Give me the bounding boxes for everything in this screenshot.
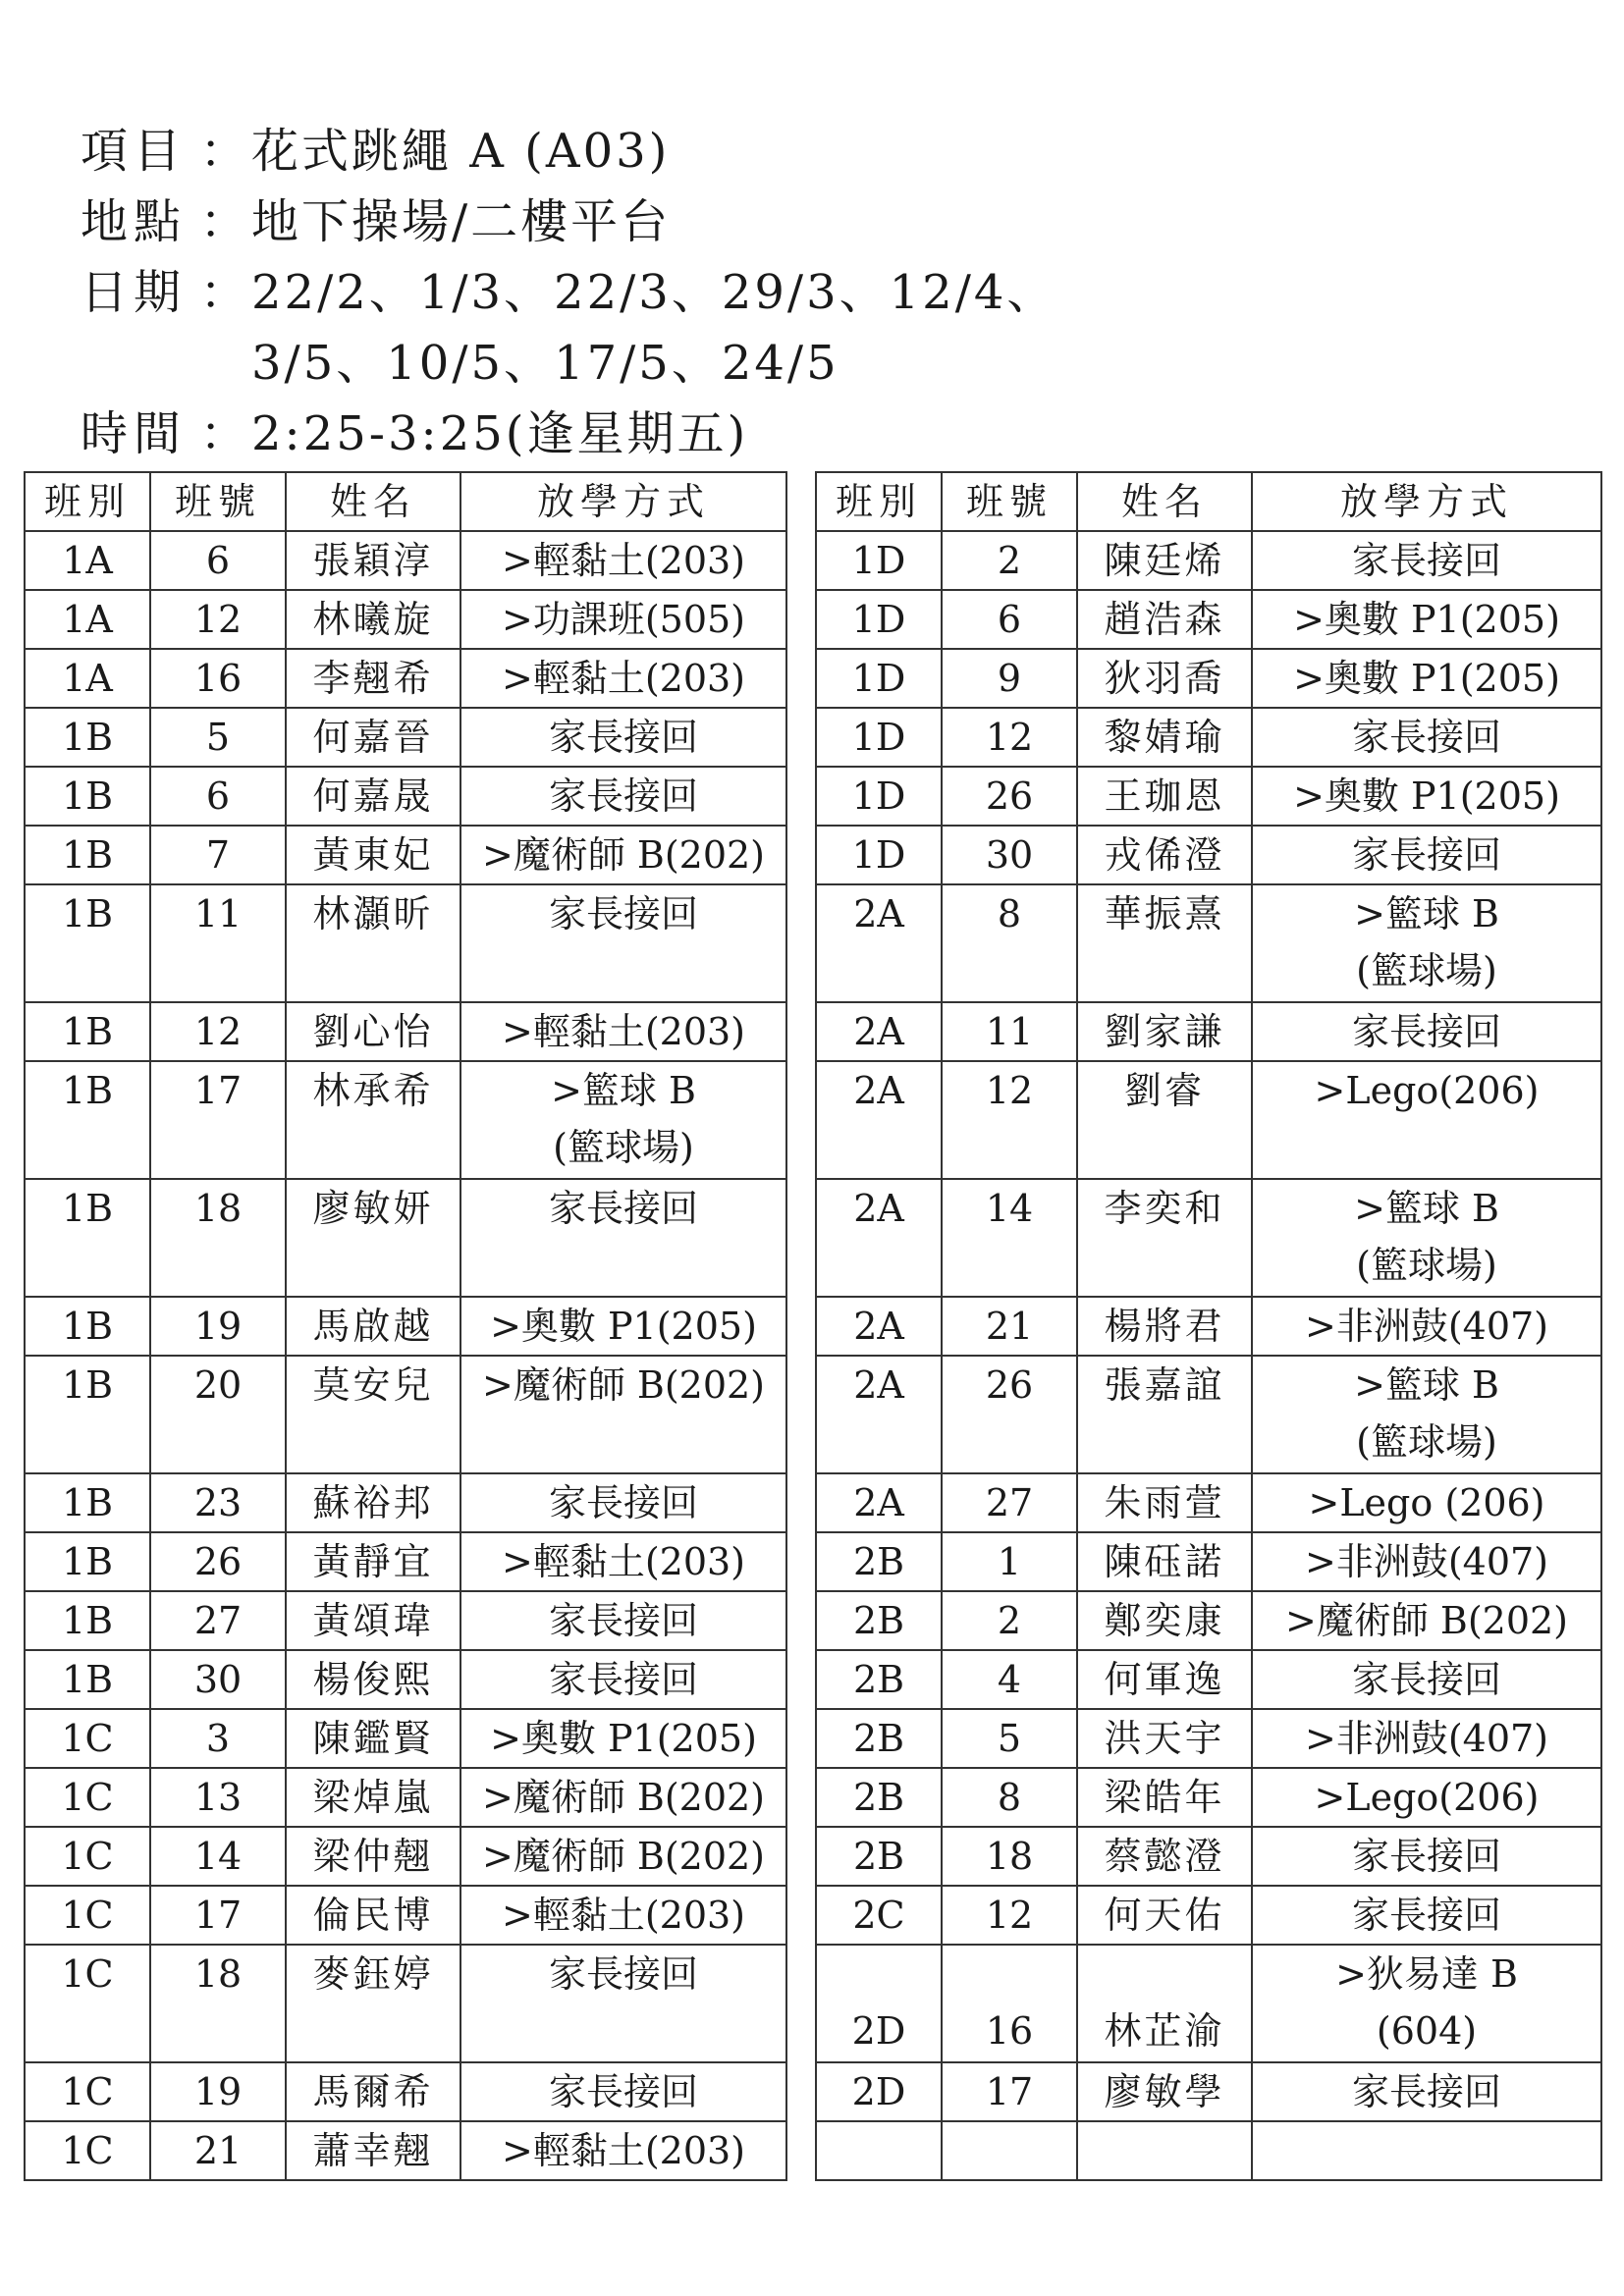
name-cell: 廖敏學	[1077, 2062, 1252, 2121]
date-line-continued	[81, 328, 1056, 399]
name-cell: 張穎淳	[286, 531, 460, 590]
table-row	[816, 767, 1601, 826]
empty-cell	[942, 2121, 1077, 2180]
date-value-2: 3/5、10/5、17/5、24/5	[251, 336, 839, 391]
class-cell: 2D	[816, 1945, 942, 2062]
dismissal-cell: 家長接回	[460, 708, 786, 767]
name-cell: 黃靜宜	[286, 1532, 460, 1591]
name-cell: 陳廷烯	[1077, 531, 1252, 590]
table-row	[25, 2062, 786, 2121]
date-value-1: 22/2、1/3、22/3、29/3、12/4、	[251, 265, 1057, 320]
table-row	[25, 1709, 786, 1768]
roster-body-left	[25, 531, 786, 2180]
number-cell: 30	[942, 826, 1077, 884]
number-cell: 1	[942, 1532, 1077, 1591]
dismissal-cell: >籃球 B (籃球場)	[1252, 1179, 1601, 1297]
name-cell: 華振熹	[1077, 884, 1252, 1002]
number-cell: 16	[942, 1945, 1077, 2062]
number-cell: 18	[150, 1945, 286, 2062]
dismissal-cell: 家長接回	[460, 2062, 786, 2121]
number-cell: 21	[942, 1297, 1077, 1356]
class-cell: 1B	[25, 1297, 150, 1356]
name-cell: 楊將君	[1077, 1297, 1252, 1356]
table-row	[25, 1473, 786, 1532]
dismissal-cell: 家長接回	[460, 884, 786, 1002]
dismissal-cell: 家長接回	[1252, 826, 1601, 884]
class-cell: 1C	[25, 1827, 150, 1886]
class-cell: 1D	[816, 708, 942, 767]
table-header-row	[25, 472, 786, 531]
number-cell: 14	[942, 1179, 1077, 1297]
table-row	[816, 1002, 1601, 1061]
name-cell: 狄羽喬	[1077, 649, 1252, 708]
empty-cell	[1077, 2121, 1252, 2180]
number-cell: 12	[942, 1061, 1077, 1179]
venue-value: 地下操場/二樓平台	[251, 194, 672, 249]
table-row	[25, 1002, 786, 1061]
number-cell: 3	[150, 1709, 286, 1768]
number-cell: 12	[942, 708, 1077, 767]
dismissal-cell: >魔術師 B(202)	[460, 1356, 786, 1473]
name-cell: 楊俊熙	[286, 1650, 460, 1709]
name-cell: 蘇裕邦	[286, 1473, 460, 1532]
name-cell: 林灝昕	[286, 884, 460, 1002]
number-cell: 8	[942, 1768, 1077, 1827]
number-cell: 13	[150, 1768, 286, 1827]
table-row	[25, 1768, 786, 1827]
table-row	[816, 1650, 1601, 1709]
activity-header	[81, 116, 1056, 469]
class-cell: 1B	[25, 1473, 150, 1532]
dismissal-cell: 家長接回	[1252, 531, 1601, 590]
class-cell: 2A	[816, 1179, 942, 1297]
class-cell: 1B	[25, 1532, 150, 1591]
dismissal-cell: 家長接回	[1252, 1002, 1601, 1061]
number-cell: 2	[942, 1591, 1077, 1650]
class-cell: 2B	[816, 1591, 942, 1650]
name-cell: 梁皓年	[1077, 1768, 1252, 1827]
number-cell: 17	[150, 1886, 286, 1945]
class-cell: 1B	[25, 767, 150, 826]
table-row	[816, 1297, 1601, 1356]
name-cell: 林承希	[286, 1061, 460, 1179]
class-cell: 1B	[25, 708, 150, 767]
name-cell: 戎俙澄	[1077, 826, 1252, 884]
table-row	[816, 1886, 1601, 1945]
name-cell: 趙浩森	[1077, 590, 1252, 649]
dismissal-cell: >奧數 P1(205)	[460, 1297, 786, 1356]
name-cell: 黎婧瑜	[1077, 708, 1252, 767]
col-header-dismissal: 放學方式	[460, 472, 786, 531]
table-row	[816, 1768, 1601, 1827]
table-row	[25, 1650, 786, 1709]
name-cell: 麥鈺婷	[286, 1945, 460, 2062]
dismissal-cell: 家長接回	[460, 1945, 786, 2062]
table-row	[816, 1709, 1601, 1768]
name-cell: 梁焯嵐	[286, 1768, 460, 1827]
class-cell: 1A	[25, 531, 150, 590]
dismissal-cell: >非洲鼓(407)	[1252, 1532, 1601, 1591]
number-cell: 5	[942, 1709, 1077, 1768]
class-cell: 1C	[25, 2062, 150, 2121]
name-cell: 何天佑	[1077, 1886, 1252, 1945]
col-header-name: 姓名	[1077, 472, 1252, 531]
dismissal-cell: >輕黏土(203)	[460, 1532, 786, 1591]
number-cell: 14	[150, 1827, 286, 1886]
col-header-number: 班號	[942, 472, 1077, 531]
table-row	[816, 2121, 1601, 2180]
dismissal-cell: 家長接回	[1252, 1650, 1601, 1709]
name-cell: 莫安兒	[286, 1356, 460, 1473]
time-line: 時間 ：2:25-3:25(逢星期五)	[81, 399, 1056, 469]
dismissal-cell: >Lego (206)	[1252, 1473, 1601, 1532]
table-row	[25, 1179, 786, 1297]
number-cell: 18	[150, 1179, 286, 1297]
name-cell: 黃頌瑋	[286, 1591, 460, 1650]
number-cell: 30	[150, 1650, 286, 1709]
name-cell: 馬啟越	[286, 1297, 460, 1356]
empty-cell	[1252, 2121, 1601, 2180]
dismissal-cell: >輕黏土(203)	[460, 1886, 786, 1945]
number-cell: 20	[150, 1356, 286, 1473]
table-row	[816, 1532, 1601, 1591]
table-row	[816, 1061, 1601, 1179]
table-row	[25, 1061, 786, 1179]
table-row	[25, 884, 786, 1002]
number-cell: 5	[150, 708, 286, 767]
dismissal-cell: 家長接回	[460, 1591, 786, 1650]
name-cell: 黃東妃	[286, 826, 460, 884]
col-header-name: 姓名	[286, 472, 460, 531]
class-cell: 1D	[816, 767, 942, 826]
class-cell: 2C	[816, 1886, 942, 1945]
number-cell: 4	[942, 1650, 1077, 1709]
table-row	[25, 767, 786, 826]
class-cell: 1B	[25, 826, 150, 884]
number-cell: 18	[942, 1827, 1077, 1886]
dismissal-cell: >奧數 P1(205)	[1252, 590, 1601, 649]
col-header-dismissal: 放學方式	[1252, 472, 1601, 531]
class-cell: 1B	[25, 1002, 150, 1061]
name-cell: 何嘉晟	[286, 767, 460, 826]
dismissal-cell: >籃球 B (籃球場)	[460, 1061, 786, 1179]
table-row	[25, 1356, 786, 1473]
table-row	[816, 1356, 1601, 1473]
empty-cell	[816, 2121, 942, 2180]
class-cell: 1C	[25, 1709, 150, 1768]
venue-line: 地點 ：地下操場/二樓平台	[81, 187, 1056, 257]
class-cell: 1D	[816, 826, 942, 884]
number-cell: 26	[150, 1532, 286, 1591]
table-row	[816, 1473, 1601, 1532]
dismissal-cell: 家長接回	[460, 767, 786, 826]
time-value: 2:25-3:25(逢星期五)	[251, 406, 749, 461]
class-cell: 2B	[816, 1650, 942, 1709]
item-value: 花式跳繩 A (A03)	[251, 124, 671, 179]
dismissal-cell: 家長接回	[460, 1179, 786, 1297]
dismissal-cell: >非洲鼓(407)	[1252, 1709, 1601, 1768]
table-row	[816, 1591, 1601, 1650]
class-cell: 1D	[816, 649, 942, 708]
table-row	[816, 2062, 1601, 2121]
name-cell: 馬爾希	[286, 2062, 460, 2121]
dismissal-cell: >魔術師 B(202)	[460, 826, 786, 884]
dismissal-cell: >籃球 B (籃球場)	[1252, 884, 1601, 1002]
class-cell: 2A	[816, 884, 942, 1002]
table-row	[25, 590, 786, 649]
dismissal-cell: >魔術師 B(202)	[460, 1827, 786, 1886]
number-cell: 17	[150, 1061, 286, 1179]
dismissal-cell: >奧數 P1(205)	[1252, 767, 1601, 826]
number-cell: 8	[942, 884, 1077, 1002]
dismissal-cell: 家長接回	[460, 1473, 786, 1532]
dismissal-cell: >輕黏土(203)	[460, 1002, 786, 1061]
class-cell: 2B	[816, 1709, 942, 1768]
number-cell: 17	[942, 2062, 1077, 2121]
class-cell: 1B	[25, 1356, 150, 1473]
class-cell: 2A	[816, 1473, 942, 1532]
col-header-class: 班別	[25, 472, 150, 531]
number-cell: 19	[150, 1297, 286, 1356]
class-cell: 1A	[25, 590, 150, 649]
roster-table-left	[24, 471, 787, 2181]
dismissal-cell: >奧數 P1(205)	[460, 1709, 786, 1768]
dismissal-cell: >魔術師 B(202)	[460, 1768, 786, 1827]
number-cell: 12	[942, 1886, 1077, 1945]
class-cell: 2B	[816, 1532, 942, 1591]
date-line: 日期 ：22/2、1/3、22/3、29/3、12/4、	[81, 257, 1056, 328]
table-row	[25, 531, 786, 590]
dismissal-cell: >非洲鼓(407)	[1252, 1297, 1601, 1356]
name-cell: 鄭奕康	[1077, 1591, 1252, 1650]
table-row	[816, 826, 1601, 884]
number-cell: 21	[150, 2121, 286, 2180]
name-cell: 蕭幸翹	[286, 2121, 460, 2180]
class-cell: 2D	[816, 2062, 942, 2121]
class-cell: 2B	[816, 1768, 942, 1827]
class-cell: 1B	[25, 1591, 150, 1650]
class-cell: 1C	[25, 1945, 150, 2062]
dismissal-cell: >輕黏土(203)	[460, 649, 786, 708]
table-row	[25, 708, 786, 767]
class-cell: 1D	[816, 590, 942, 649]
class-cell: 1C	[25, 1768, 150, 1827]
dismissal-cell: >輕黏土(203)	[460, 2121, 786, 2180]
number-cell: 19	[150, 2062, 286, 2121]
number-cell: 2	[942, 531, 1077, 590]
class-cell: 1D	[816, 531, 942, 590]
name-cell: 何軍逸	[1077, 1650, 1252, 1709]
name-cell: 劉心怡	[286, 1002, 460, 1061]
name-cell: 倫民博	[286, 1886, 460, 1945]
class-cell: 1C	[25, 2121, 150, 2180]
table-row	[25, 1591, 786, 1650]
class-cell: 1A	[25, 649, 150, 708]
number-cell: 7	[150, 826, 286, 884]
table-row	[816, 708, 1601, 767]
item-label: 項目	[81, 124, 188, 179]
table-row	[816, 1945, 1601, 2062]
number-cell: 11	[150, 884, 286, 1002]
date-label: 日期	[81, 265, 188, 320]
class-cell: 1B	[25, 1061, 150, 1179]
table-row	[25, 1297, 786, 1356]
class-cell: 1B	[25, 1179, 150, 1297]
name-cell: 李奕和	[1077, 1179, 1252, 1297]
dismissal-cell: >Lego(206)	[1252, 1061, 1601, 1179]
number-cell: 6	[942, 590, 1077, 649]
number-cell: 9	[942, 649, 1077, 708]
name-cell: 廖敏妍	[286, 1179, 460, 1297]
dismissal-cell: 家長接回	[460, 1650, 786, 1709]
number-cell: 26	[942, 1356, 1077, 1473]
table-row	[816, 590, 1601, 649]
dismissal-cell: 家長接回	[1252, 708, 1601, 767]
class-cell: 2A	[816, 1002, 942, 1061]
name-cell: 劉家謙	[1077, 1002, 1252, 1061]
table-row	[25, 1886, 786, 1945]
class-cell: 2A	[816, 1061, 942, 1179]
table-row	[25, 1532, 786, 1591]
dismissal-cell: >奧數 P1(205)	[1252, 649, 1601, 708]
number-cell: 6	[150, 531, 286, 590]
roster-body-right	[816, 531, 1601, 2180]
class-cell: 2A	[816, 1297, 942, 1356]
dismissal-cell: 家長接回	[1252, 1886, 1601, 1945]
name-cell: 洪天宇	[1077, 1709, 1252, 1768]
name-cell: 林曦旋	[286, 590, 460, 649]
name-cell: 何嘉晉	[286, 708, 460, 767]
dismissal-cell: 家長接回	[1252, 1827, 1601, 1886]
number-cell: 16	[150, 649, 286, 708]
dismissal-cell: 家長接回	[1252, 2062, 1601, 2121]
venue-label: 地點	[81, 194, 188, 249]
dismissal-cell: >魔術師 B(202)	[1252, 1591, 1601, 1650]
table-row	[25, 2121, 786, 2180]
dismissal-cell: >狄易達 B (604)	[1252, 1945, 1601, 2062]
name-cell: 陳砡諾	[1077, 1532, 1252, 1591]
number-cell: 23	[150, 1473, 286, 1532]
col-header-number: 班號	[150, 472, 286, 531]
table-row	[816, 1827, 1601, 1886]
number-cell: 12	[150, 590, 286, 649]
name-cell: 李翹希	[286, 649, 460, 708]
class-cell: 1B	[25, 884, 150, 1002]
number-cell: 6	[150, 767, 286, 826]
number-cell: 26	[942, 767, 1077, 826]
name-cell: 劉睿	[1077, 1061, 1252, 1179]
table-row	[25, 649, 786, 708]
item-line: 項目 ：花式跳繩 A (A03)	[81, 116, 1056, 187]
table-row	[816, 1179, 1601, 1297]
table-row	[25, 826, 786, 884]
table-row	[816, 531, 1601, 590]
time-label: 時間	[81, 406, 188, 461]
class-cell: 1B	[25, 1650, 150, 1709]
table-row	[816, 649, 1601, 708]
dismissal-cell: >功課班(505)	[460, 590, 786, 649]
class-cell: 2B	[816, 1827, 942, 1886]
table-header-row	[816, 472, 1601, 531]
number-cell: 11	[942, 1002, 1077, 1061]
name-cell: 張嘉誼	[1077, 1356, 1252, 1473]
name-cell: 王珈恩	[1077, 767, 1252, 826]
table-row	[25, 1945, 786, 2062]
name-cell: 陳鑑賢	[286, 1709, 460, 1768]
name-cell: 林芷渝	[1077, 1945, 1252, 2062]
name-cell: 梁仲翹	[286, 1827, 460, 1886]
roster-table-right	[815, 471, 1602, 2181]
name-cell: 蔡懿澄	[1077, 1827, 1252, 1886]
number-cell: 27	[942, 1473, 1077, 1532]
table-row	[816, 884, 1601, 1002]
table-row	[25, 1827, 786, 1886]
class-cell: 2A	[816, 1356, 942, 1473]
col-header-class: 班別	[816, 472, 942, 531]
number-cell: 27	[150, 1591, 286, 1650]
dismissal-cell: >籃球 B (籃球場)	[1252, 1356, 1601, 1473]
dismissal-cell: >輕黏土(203)	[460, 531, 786, 590]
dismissal-cell: >Lego(206)	[1252, 1768, 1601, 1827]
class-cell: 1C	[25, 1886, 150, 1945]
number-cell: 12	[150, 1002, 286, 1061]
name-cell: 朱雨萱	[1077, 1473, 1252, 1532]
